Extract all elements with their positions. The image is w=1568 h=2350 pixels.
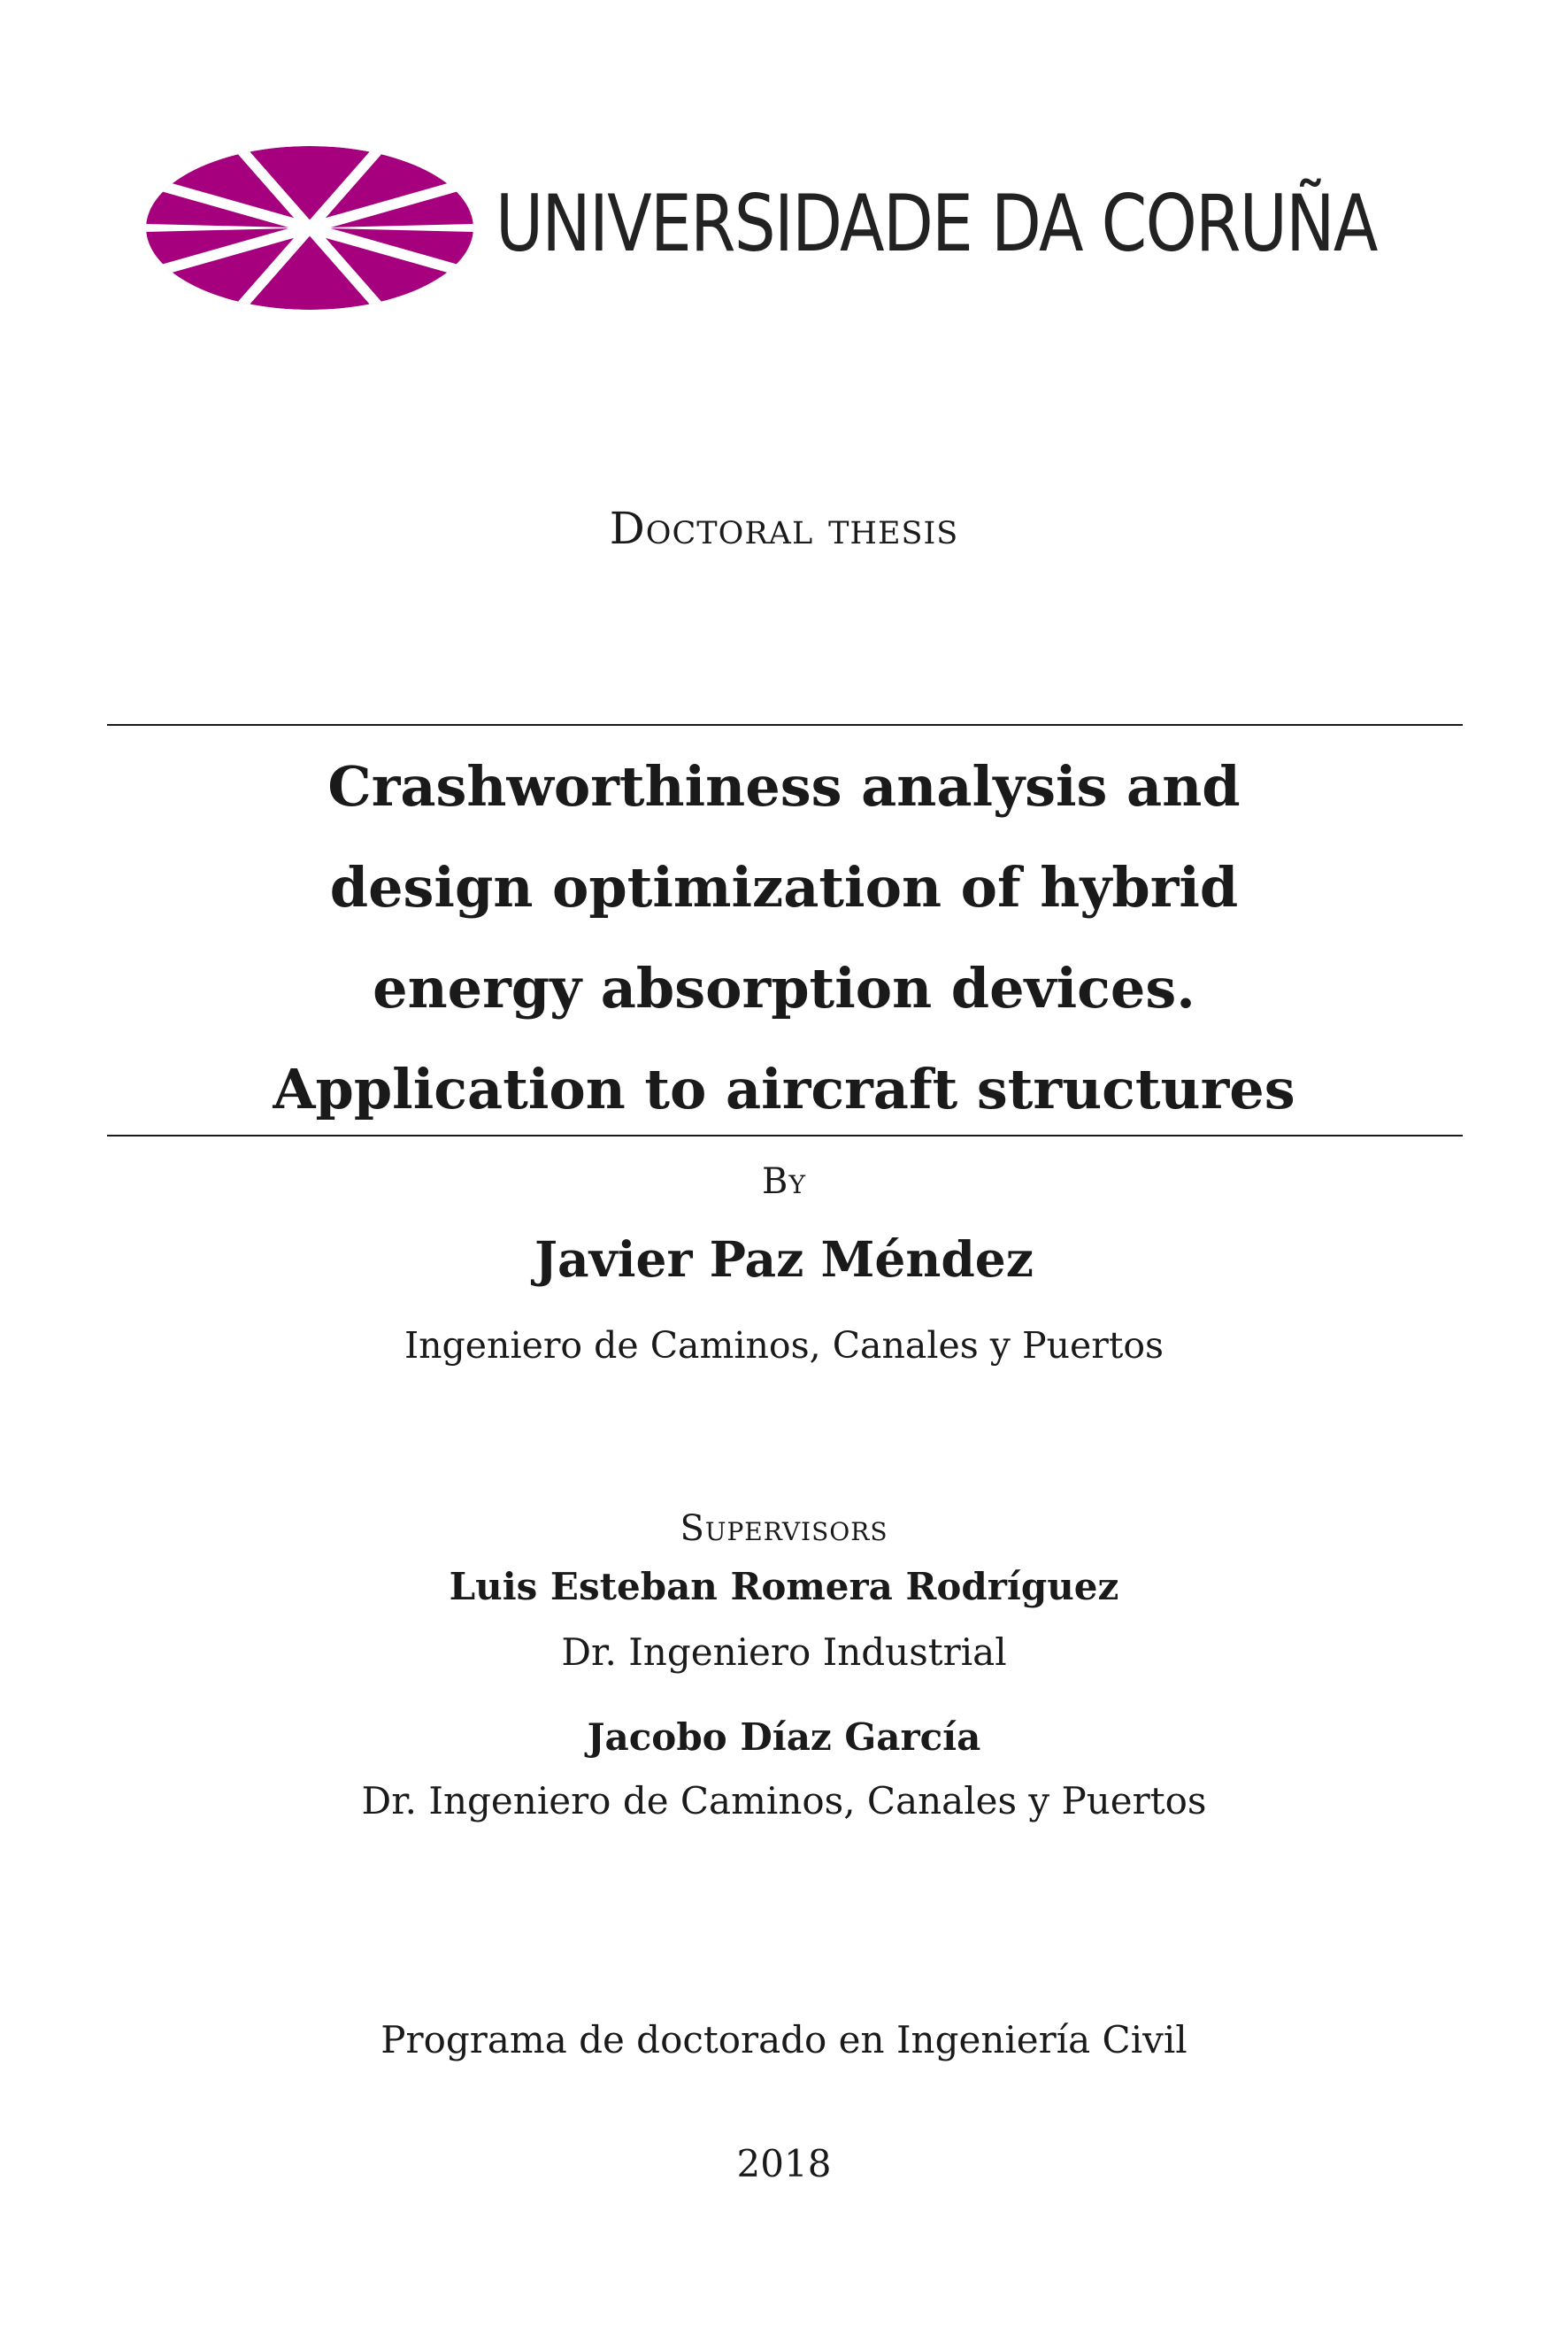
title-line: Crashworthiness analysis and <box>327 754 1241 819</box>
publication-year: 2018 <box>736 2142 832 2185</box>
supervisor-degree: Dr. Ingeniero de Caminos, Canales y Puertos <box>361 1779 1207 1822</box>
supervisors-label: Supervisors <box>680 1508 888 1549</box>
doctoral-program: Programa de doctorado en Ingeniería Civil <box>380 2018 1188 2061</box>
title-line: design optimization of hybrid <box>329 855 1239 920</box>
supervisor-name: Luis Esteban Romera Rodríguez <box>449 1565 1119 1608</box>
supervisor-degree: Dr. Ingeniero Industrial <box>561 1630 1007 1674</box>
title-line: Application to aircraft structures <box>273 1057 1295 1121</box>
title-top-rule <box>107 724 1463 726</box>
title-bottom-rule <box>107 1135 1463 1136</box>
by-label: By <box>762 1161 806 1202</box>
university-emblem-icon <box>146 146 473 310</box>
university-wordmark: UNIVERSIDADE DA CORUÑA <box>496 178 1377 269</box>
author-name: Javier Paz Méndez <box>534 1230 1034 1288</box>
title-line: energy absorption devices. <box>373 956 1195 1021</box>
supervisor-name: Jacobo Díaz García <box>587 1715 981 1759</box>
author-degree: Ingeniero de Caminos, Canales y Puertos <box>404 1324 1164 1367</box>
thesis-title <box>106 736 1462 1140</box>
university-logo <box>146 146 1425 310</box>
document-type-label: Doctoral thesis <box>609 503 959 554</box>
